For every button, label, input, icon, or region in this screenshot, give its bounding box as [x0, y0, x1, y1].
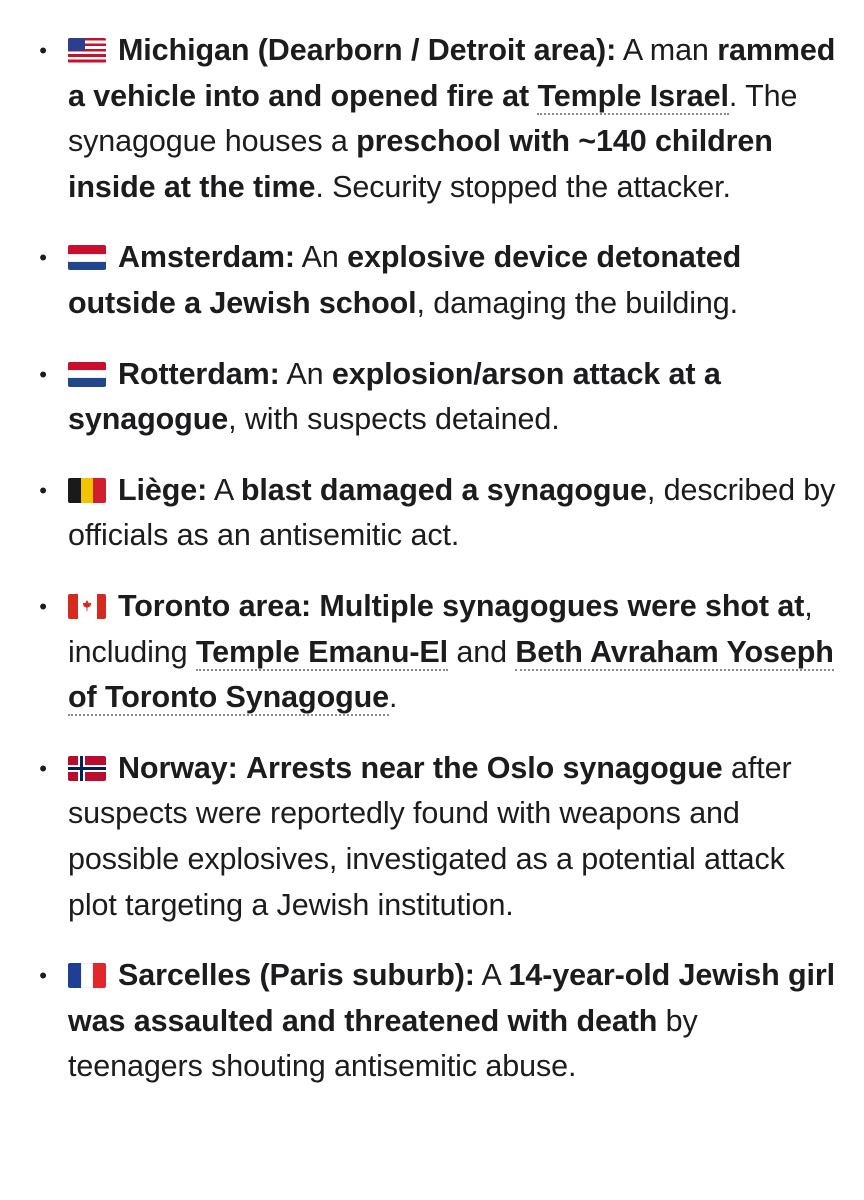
item-text: , with suspects detained.	[228, 402, 560, 437]
item-highlight: blast damaged a synagogue	[240, 472, 647, 507]
item-label: Rotterdam:	[118, 356, 280, 391]
item-label: Toronto area:	[118, 588, 312, 623]
item-highlight: Arrests near the Oslo synagogue	[246, 750, 723, 785]
list-item	[39, 468, 838, 559]
item-text: , including	[68, 588, 813, 669]
item-text: . Security stopped the attacker.	[315, 169, 731, 204]
us-flag-icon	[68, 38, 106, 63]
link-temple-emanu-el[interactable]: Temple Emanu-El	[195, 634, 449, 669]
bullet: •	[39, 593, 47, 619]
bullet: •	[39, 963, 47, 989]
item-highlight: explosion/arson attack at a synagogue	[68, 356, 721, 437]
item-label: Amsterdam:	[118, 240, 295, 275]
item-text: , damaging the building.	[416, 285, 739, 320]
link-beth-avraham-yoseph[interactable]: Beth Avraham Yoseph of Toronto Synagogue	[68, 634, 834, 715]
list-item	[39, 953, 838, 1090]
item-label: Michigan (Dearborn / Detroit area):	[118, 33, 617, 67]
item-text: and	[448, 634, 516, 669]
list-item	[39, 235, 838, 326]
list-item	[39, 584, 838, 721]
norway-flag-icon	[68, 756, 106, 781]
france-flag-icon	[68, 963, 106, 988]
canada-flag-icon	[68, 594, 106, 619]
item-text: A	[474, 958, 509, 993]
item-highlight: preschool with ~140 children inside at the time	[68, 124, 773, 204]
item-highlight: rammed a vehicle into and opened fire at	[68, 33, 836, 113]
item-text: A man	[616, 33, 718, 67]
item-text: .	[389, 680, 398, 715]
bullet: •	[39, 245, 47, 271]
bullet: •	[39, 755, 47, 781]
item-text: An	[279, 356, 332, 391]
bullet: •	[39, 361, 47, 387]
item-text: . The synagogue houses a	[68, 78, 798, 159]
item-label: Norway:	[118, 750, 238, 785]
item-text: by teenagers shouting antisemitic abuse.	[68, 1003, 698, 1084]
item-highlight: Multiple synagogues were shot at	[319, 588, 805, 623]
list-item	[39, 28, 838, 210]
netherlands-flag-icon	[68, 245, 106, 270]
item-text: An	[294, 240, 348, 275]
netherlands-flag-icon	[68, 362, 106, 387]
item-text: A	[207, 472, 241, 507]
incident-list	[0, 28, 864, 1115]
bullet: •	[39, 38, 47, 63]
item-text	[238, 751, 246, 785]
link-temple-israel[interactable]: Temple Israel	[537, 78, 729, 113]
item-label: Sarcelles (Paris suburb):	[118, 958, 475, 993]
item-text: after suspects were reportedly found with weapons and possible explosives, investigated as a potential attack plot targeting a Jewish institution.	[68, 750, 792, 922]
item-highlight: 14-year-old Jewish girl was assaulted and threatened with death	[68, 958, 836, 1038]
list-item	[39, 746, 838, 928]
belgium-flag-icon	[68, 478, 106, 503]
item-label: Liège:	[118, 472, 208, 507]
item-highlight: explosive device detonated outside a Jewish school	[68, 240, 742, 320]
item-text: , described by officials as an antisemitic act.	[68, 472, 836, 553]
list-item	[39, 352, 838, 443]
bullet: •	[39, 477, 47, 503]
